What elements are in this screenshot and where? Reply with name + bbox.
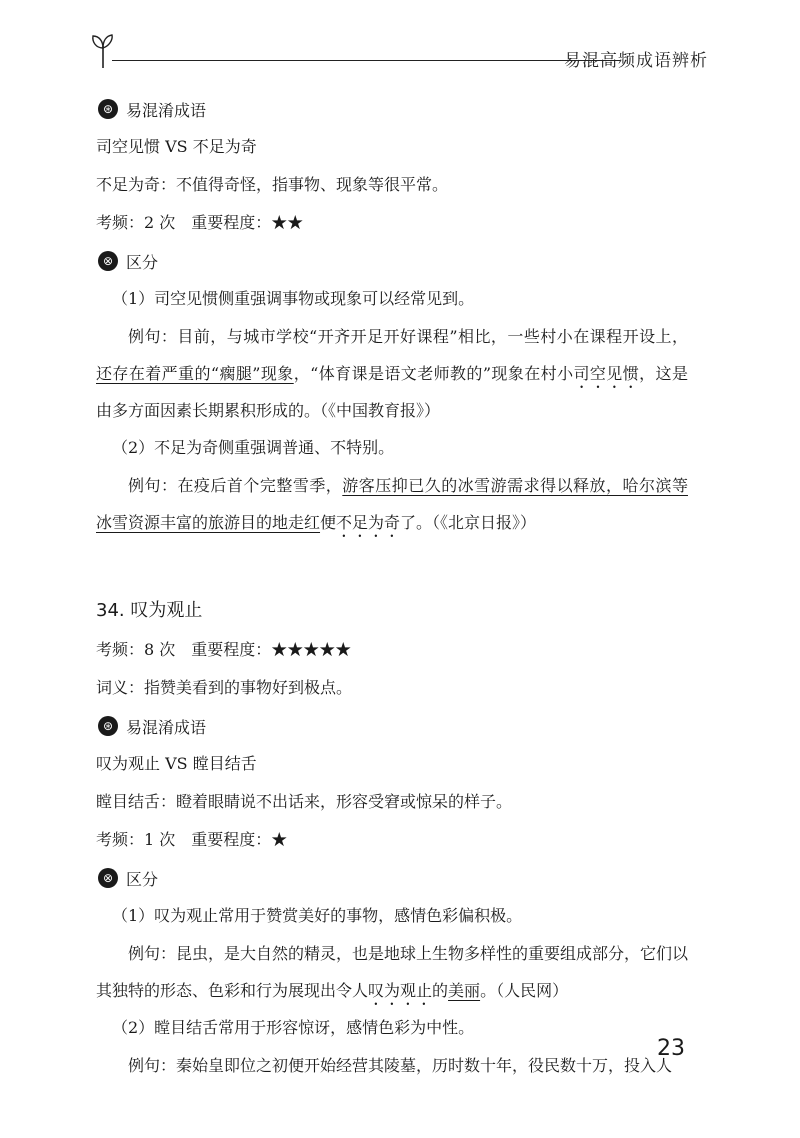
distinction-heading: ⊗ 区分 [96, 242, 688, 280]
distinction-item: （1）司空见惯侧重强调事物或现象可以经常见到。 [112, 289, 475, 308]
frequency-line: 考频：2 次 重要程度：★★ [96, 213, 304, 232]
idiom-pair: 叹为观止 VS 瞠目结舌 [96, 754, 257, 773]
confusable-heading: ⊛ 易混淆成语 [96, 707, 688, 745]
idiom-meaning: 词义：指赞美看到的事物好到极点。 [96, 678, 353, 697]
confusable-heading: ⊛ 易混淆成语 [96, 90, 688, 128]
badge-icon: ⊗ [98, 251, 118, 271]
idiom-definition: 不足为奇：不值得奇怪，指事物、现象等很平常。 [96, 175, 449, 194]
frequency-line: 考频：1 次 重要程度：★ [96, 830, 288, 849]
emphasized-idiom: 叹为观止 [368, 981, 433, 1000]
badge-icon: ⊗ [98, 868, 118, 888]
distinction-heading: ⊗ 区分 [96, 859, 688, 897]
example-sentence: 例句：在疫后首个完整雪季，游客压抑已久的冰雪游需求得以释放，哈尔滨等冰雪资源丰富的旅游目的地走红便不足为奇了。（《北京日报》） [96, 476, 688, 532]
badge-icon: ⊛ [98, 99, 118, 119]
underlined-phrase: 美丽 [448, 981, 481, 1000]
page-number: 23 [657, 1036, 685, 1061]
idiom-definition: 瞠目结舌：瞪着眼睛说不出话来，形容受窘或惊呆的样子。 [96, 792, 513, 811]
example-sentence: 例句：秦始皇即位之初便开始经营其陵墓，历时数十年，役民数十万，投入人 [128, 1056, 673, 1075]
distinction-item: （2）不足为奇侧重强调普通、不特别。 [112, 438, 395, 457]
page-body [96, 90, 688, 1084]
emphasized-idiom: 不足为奇 [336, 513, 401, 532]
example-sentence: 例句：昆虫，是大自然的精灵，也是地球上生物多样性的重要组成部分，它们以其独特的形态、色彩和行为展现出令人叹为观止的美丽。（人民网） [96, 944, 689, 1000]
header-title: 易混高频成语辨析 [564, 51, 708, 71]
frequency-line: 考频：8 次 重要程度：★★★★★ [96, 640, 352, 659]
underlined-phrase: 还存在着严重的“瘸腿”现象 [96, 364, 294, 383]
idiom-pair: 司空见惯 VS 不足为奇 [96, 137, 257, 156]
header-rule [112, 60, 620, 61]
badge-icon: ⊛ [98, 716, 118, 736]
sprout-icon [88, 30, 118, 70]
underlined-phrase: 游客压抑已久的冰雪游需求得以释放，哈尔滨等冰雪资源丰富的旅游目的地走红 [96, 476, 688, 532]
emphasized-idiom: 司空见惯 [573, 364, 640, 383]
idiom-heading: 34. 叹为观止 [96, 600, 203, 621]
example-sentence: 例句：目前，与城市学校“开齐开足开好课程”相比，一些村小在课程开设上，还存在着严重的“瘸腿”现象，“体育课是语文老师教的”现象在村小司空见惯，这是由多方面因素长期累积形成的。（《中国教育报》） [96, 327, 688, 420]
page-header [88, 26, 728, 76]
distinction-item: （2）瞠目结舌常用于形容惊讶，感情色彩为中性。 [112, 1018, 475, 1037]
distinction-item: （1）叹为观止常用于赞赏美好的事物，感情色彩偏积极。 [112, 906, 523, 925]
